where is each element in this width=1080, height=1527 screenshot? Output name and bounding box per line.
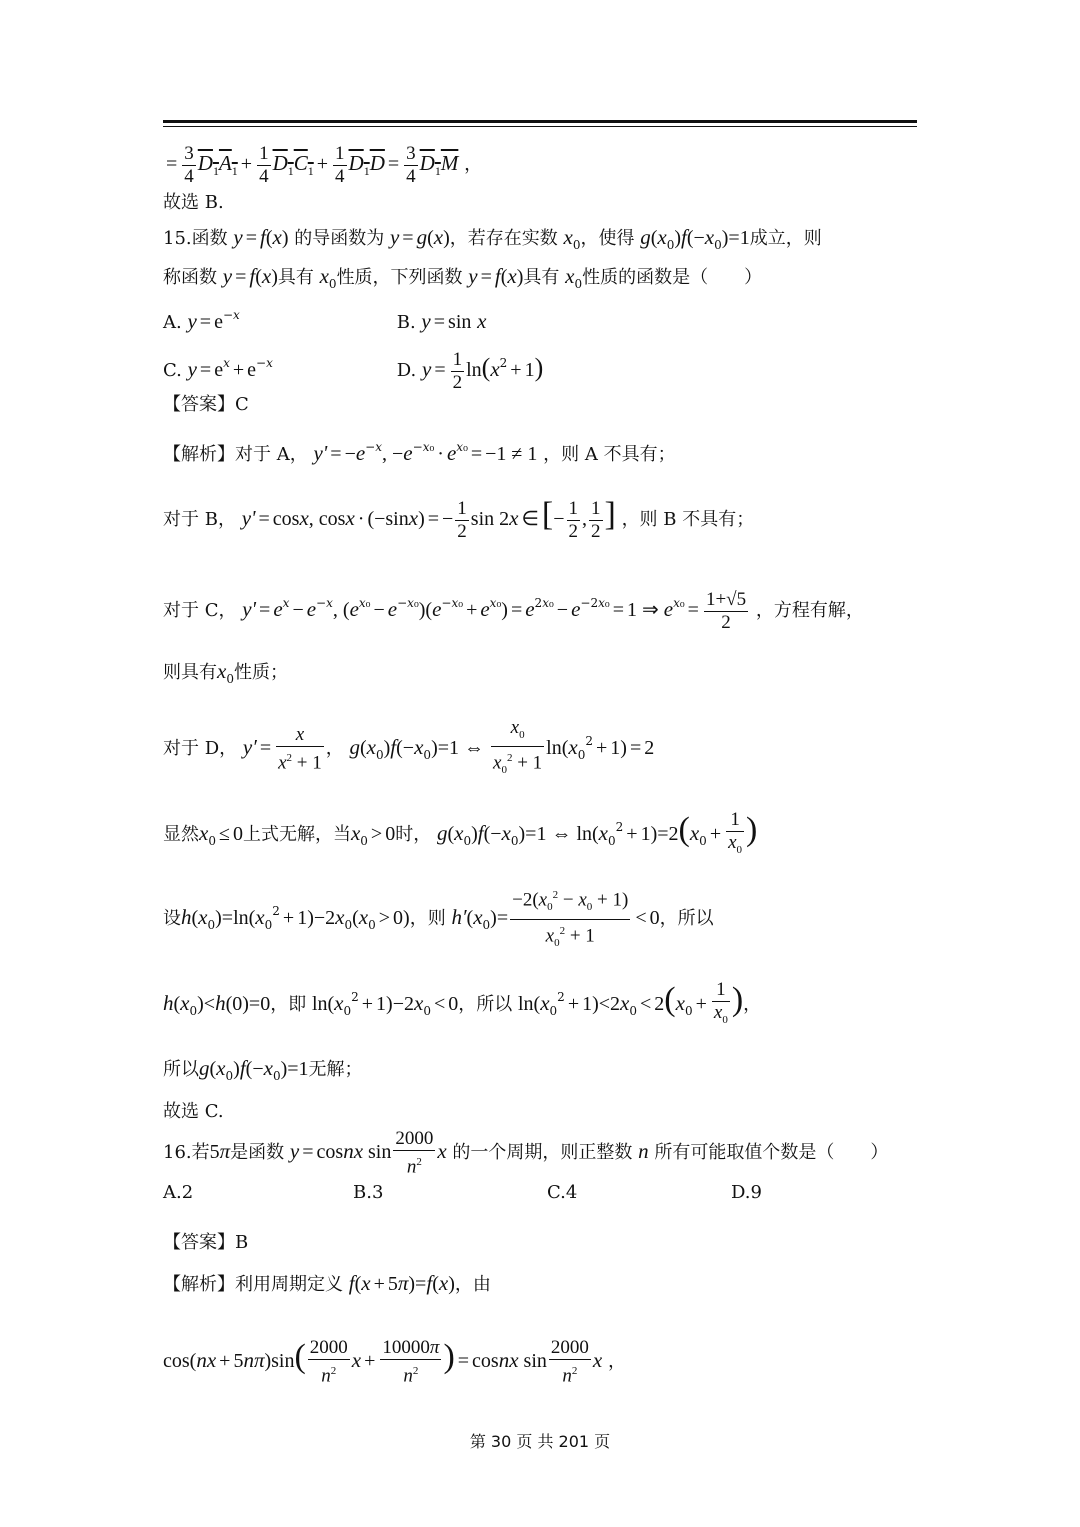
text: 无解；: [308, 1059, 363, 1080]
text: 具有: [277, 267, 314, 288]
text: ，: [325, 738, 344, 759]
q15-line1: 15.函数 y = f(x) 的导函数为 y = g(x)，若存在实数 $x_0$，使得 $g(x_0)f(-x_0)=1$成立，则: [163, 225, 822, 252]
text: ，若存在实数: [449, 228, 558, 249]
text: 所有可能取值个数是（ ）: [654, 1142, 889, 1163]
q16-stem: 16.若5π是函数 y = cosnx sin $\frac{2000}{n^2}$ x 的一个周期，则正整数 n 所有可能取值个数是（ ）: [163, 1127, 889, 1178]
text: ，则 A 不具有；: [543, 444, 676, 465]
text: 设: [163, 908, 181, 929]
text: 具有: [523, 267, 560, 288]
text: 对于 B，: [163, 509, 236, 530]
text: 性质的函数是（ ）: [582, 267, 763, 288]
header-rule-thin: [163, 126, 917, 127]
select-c: 故选 C.: [163, 1101, 224, 1122]
text: ，所以: [659, 908, 714, 929]
text: ，由: [454, 1274, 491, 1295]
text: 15.函数: [163, 228, 228, 249]
option-d: D.9: [731, 1182, 762, 1203]
text: 则具有: [163, 662, 217, 683]
text: ，: [464, 154, 483, 175]
text: 的一个周期，则正整数: [452, 1142, 633, 1163]
analysis-15-b: 对于 B， y' = cosx, cosx · (−sinx) = − $\frac{1}{2}$ sin 2x ∈[− $\frac{1}{2}$ , $\frac{1}{2}$ ] ，则 B 不具有；: [163, 496, 755, 542]
text: ，则: [409, 908, 446, 929]
page-footer: 第 30 页 共 201 页: [469, 1432, 611, 1451]
analysis-15-f: 设$h(x_0)=\ln(x_0^2 + 1)-2x_0(x_0 > 0)$，则 $h'(x_0)=$ $\frac{-2(x_0^2 - x_0 + 1)}{x_0^2 + 1}$ < 0，所以: [163, 882, 714, 940]
q16-options: [163, 1180, 762, 1206]
text: ，: [743, 994, 762, 1015]
text: 性质；: [233, 662, 288, 683]
analysis-15-e: 显然$x_0 \le 0$上式无解，当$x_0 > 0$时， $g(x_0)f(-x_0)=1$ ⇔ $\ln(x_0^2 + 1)=2(x_0$ + $\frac{1}{x_0}$ ): [163, 809, 758, 856]
text: ，则 B 不具有；: [621, 509, 755, 530]
analysis-16-b: cos(nx + 5nπ)sin( $\frac{2000}{n^2}$ x + $\frac{10000\pi}{n^2}$ ) = cosnx sin $\frac{2000}{n^2}$ x ，: [163, 1336, 626, 1387]
text: ，方程有解，: [755, 600, 864, 621]
text: 上式无解，当: [242, 824, 351, 845]
answer-16: 【答案】B: [163, 1232, 249, 1253]
text: 称函数: [163, 267, 217, 288]
text: 16.若: [163, 1142, 210, 1163]
text: 的导函数为: [294, 228, 385, 249]
option-b-label: B.: [396, 312, 416, 333]
text: 是函数: [230, 1142, 285, 1163]
analysis-15-h: 所以$g(x_0)f(-x_0)=1$无解；: [163, 1056, 363, 1083]
q15-options-cd: C. $y = e^x + e^{-x}$ D. y = $\frac{1}{2}$ $\ln(x^2 + 1)$: [163, 348, 544, 393]
analysis-15-c: 对于 C， $y' = e^x - e^{-x}$, $(e^{x_0} - e^{-x_0})(e^{-x_0} + e^{x_0}) = e^{2x_0} - e^{-2x_0} = 1$ ⇒ $e^{x_0}$ = $\frac{1+√5}{2}$ ，方程有解，: [163, 588, 864, 633]
text: 对于 C，: [163, 600, 237, 621]
q15-options-ab: A. $y = e^{-x}$ B. y = sin x: [163, 308, 487, 333]
text: ，使得: [580, 228, 635, 249]
option-a-label: A.: [163, 312, 182, 333]
text: 对于 D，: [163, 738, 238, 759]
option-a: A.2: [163, 1182, 194, 1203]
text: 所以: [163, 1059, 199, 1080]
text: 时，: [395, 824, 432, 845]
text: ，即: [270, 994, 307, 1015]
text: 成立，则: [749, 228, 822, 249]
analysis-16-a: 【解析】利用周期定义 f(x + 5π)=f(x)，由: [163, 1271, 491, 1295]
answer-15: 【答案】C: [163, 394, 249, 415]
option-c: C.4: [547, 1182, 578, 1203]
text: ，: [607, 1351, 626, 1372]
text: 性质，下列函数: [336, 267, 463, 288]
text: 【解析】利用周期定义: [163, 1274, 343, 1295]
analysis-15-a: 【解析】对于 A， $y' = -e^{-x}$, $-e^{-x_0} \cdot e^{x_0} = -1 \ne 1$ ，则 A 不具有；: [163, 440, 676, 465]
q15-line2: 称函数 y = f(x)具有 $x_0$性质，下列函数 y = f(x)具有 $x_0$性质的函数是（ ）: [163, 264, 763, 291]
option-c-label: C.: [163, 360, 182, 381]
analysis-15-g: $h(x_0)<h(0)=0$，即 $\ln(x_0^2 + 1)-2x_0 < 0$，所以 $\ln(x_0^2 + 1)<2x_0 < 2(x_0$ + $\frac{1}{x_0}$ )，: [163, 979, 762, 1026]
text: 【解析】对于 A，: [163, 444, 308, 465]
continuation-equation: = $\frac{3}{4}$ $D_1A_1$ + $\frac{1}{4}$ $D_1C_1$ + $\frac{1}{4}$ $D_1D$ = $\frac{3}{4}$ $D_1M$ ，: [166, 142, 483, 187]
option-b: B.3: [353, 1182, 384, 1203]
analysis-15-c2: 则具有$x_0$性质；: [163, 659, 288, 686]
select-b: 故选 B.: [163, 192, 224, 213]
header-rule-thick: [163, 120, 917, 123]
analysis-15-d: 对于 D， y′ = $\frac{x}{x^2 + 1}$ ， $g(x_0)f(-x_0)=1$ ⇔ $\frac{x_0}{x_0^2 + 1}$ $\ln(x_0^2 + 1) = 2$: [163, 717, 655, 776]
text: ，所以: [458, 994, 513, 1015]
option-d-label: D.: [396, 360, 417, 381]
text: 显然: [163, 824, 199, 845]
